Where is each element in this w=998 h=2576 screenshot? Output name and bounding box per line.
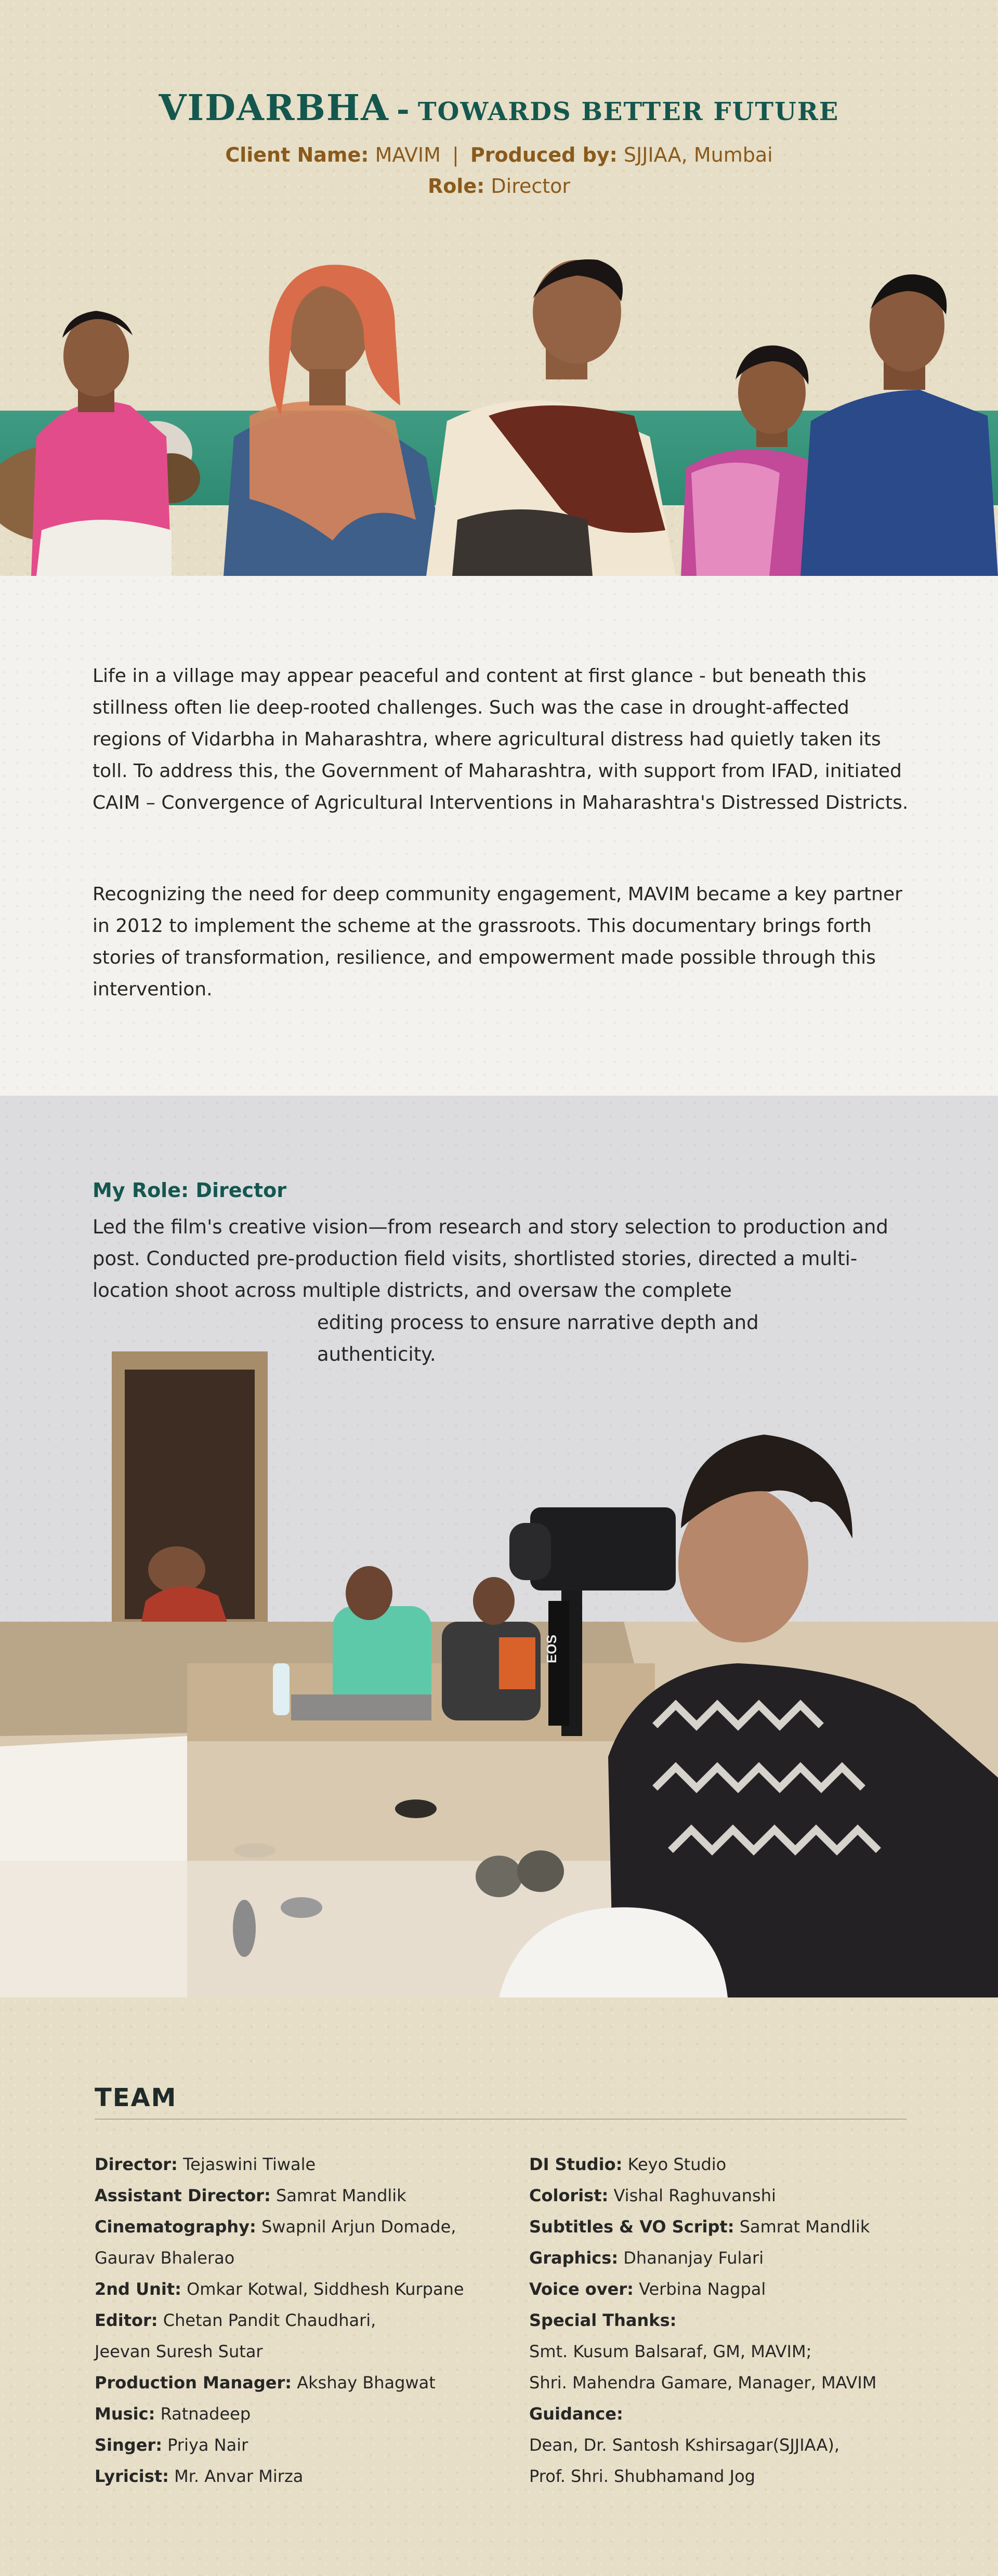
credit-label: DI Studio: — [529, 2154, 623, 2174]
credit-row — [529, 2305, 924, 2336]
credit-row — [529, 2180, 924, 2211]
credit-label: 2nd Unit: — [95, 2279, 181, 2299]
credits-line — [0, 143, 998, 166]
credit-row — [529, 2149, 924, 2180]
credit-value: Smt. Kusum Balsaraf, GM, MAVIM; — [529, 2342, 812, 2361]
credit-value: Shri. Mahendra Gamare, Manager, MAVIM — [529, 2373, 877, 2393]
credit-row — [95, 2461, 490, 2492]
credit-row — [529, 2273, 924, 2305]
team-divider — [95, 2119, 907, 2120]
produced-label: Produced by: — [470, 143, 618, 166]
film-shoot-photo — [0, 1331, 998, 1997]
produced-value: SJJIAA, Mumbai — [623, 143, 773, 166]
credit-label: Colorist: — [529, 2186, 609, 2205]
credit-row — [529, 2398, 924, 2429]
credit-value: Priya Nair — [167, 2435, 248, 2455]
team-heading: TEAM — [95, 2083, 177, 2112]
credit-label: Lyricist: — [95, 2466, 169, 2486]
credit-value: Samrat Mandlik — [739, 2217, 870, 2237]
credit-label: Assistant Director: — [95, 2186, 271, 2205]
credit-row — [529, 2211, 924, 2242]
intro-section — [0, 576, 998, 1096]
credit-value: Mr. Anvar Mirza — [174, 2466, 304, 2486]
woman-2 — [224, 265, 447, 576]
role-value: Director — [491, 175, 571, 198]
credit-label: Director: — [95, 2154, 178, 2174]
credit-value: Dean, Dr. Santosh Kshirsagar(SJJIAA), — [529, 2435, 839, 2455]
credit-value: Gaurav Bhalerao — [95, 2248, 235, 2268]
credit-row — [529, 2242, 924, 2273]
client-value: MAVIM — [375, 143, 441, 166]
credit-row — [95, 2242, 490, 2273]
credit-value: Keyo Studio — [627, 2154, 727, 2174]
title-subtitle: TOWARDS BETTER FUTURE — [417, 97, 839, 126]
credit-row — [95, 2336, 490, 2367]
credit-row — [529, 2461, 924, 2492]
man-1 — [800, 274, 998, 576]
credit-value: Swapnil Arjun Domade, — [261, 2217, 456, 2237]
credit-row — [95, 2305, 490, 2336]
role-label: Role: — [427, 175, 485, 198]
page-title — [0, 87, 998, 129]
credit-label: Subtitles & VO Script: — [529, 2217, 734, 2237]
intro-paragraph-2: Recognizing the need for deep community engagement, MAVIM became a key partner in 2012 to implement the scheme at the grassroots. This documentary brings forth stories of transformation, resilience, and empowerment made possible through this intervention. — [93, 884, 902, 1000]
credit-value: Tejaswini Tiwale — [183, 2154, 316, 2174]
doorway — [112, 1351, 268, 1627]
credit-row — [95, 2367, 490, 2398]
credit-label: Guidance: — [529, 2404, 623, 2424]
credit-row — [95, 2180, 490, 2211]
title-main: VIDARBHA — [159, 87, 389, 129]
title-separator: - — [396, 91, 411, 128]
credit-value: Verbina Nagpal — [639, 2279, 766, 2299]
credit-row — [95, 2211, 490, 2242]
credit-value: Dhananjay Fulari — [623, 2248, 764, 2268]
credit-label: Special Thanks: — [529, 2310, 677, 2330]
role-line — [0, 175, 998, 198]
group-portrait-photo — [0, 249, 998, 576]
credit-label: Singer: — [95, 2435, 162, 2455]
role-description-2: editing process to ensure narrative depth and authenticity. — [317, 1311, 759, 1365]
credit-row — [95, 2273, 490, 2305]
credit-value: Prof. Shri. Shubhamand Jog — [529, 2466, 755, 2486]
credit-value: Jeevan Suresh Sutar — [95, 2342, 263, 2361]
credit-row — [95, 2149, 490, 2180]
crew-member-group — [442, 1577, 541, 1720]
credit-row — [95, 2398, 490, 2429]
woman-1 — [31, 311, 172, 576]
credit-value: Samrat Mandlik — [276, 2186, 406, 2205]
credit-row — [529, 2429, 924, 2461]
credit-value: Chetan Pandit Chaudhari, — [163, 2310, 376, 2330]
credit-label: Music: — [95, 2404, 155, 2424]
credit-value: Vishal Raghuvanshi — [613, 2186, 776, 2205]
credit-row — [95, 2429, 490, 2461]
camera-brand-mark: EOS — [544, 1635, 559, 1663]
credit-row — [529, 2367, 924, 2398]
credit-label: Production Manager: — [95, 2373, 292, 2393]
role-description-1: Led the film's creative vision—from research and story selection to production and post. Conducted pre-production field visits, shortlisted stories, directed a multi-location shoot across multiple districts, and oversaw the complete — [93, 1216, 888, 1302]
team-credits-right — [529, 2149, 924, 2492]
credit-value: Omkar Kotwal, Siddhesh Kurpane — [187, 2279, 464, 2299]
credit-label: Voice over: — [529, 2279, 634, 2299]
woman-3 — [426, 259, 676, 576]
credits-divider: | — [452, 143, 459, 166]
credit-row — [529, 2336, 924, 2367]
credit-label: Editor: — [95, 2310, 158, 2330]
team-credits-left — [95, 2149, 490, 2492]
credit-value: Ratnadeep — [160, 2404, 251, 2424]
water-bottle — [273, 1663, 290, 1715]
credit-label: Cinematography: — [95, 2217, 256, 2237]
role-heading: My Role: Director — [93, 1179, 287, 1202]
credit-label: Graphics: — [529, 2248, 619, 2268]
client-label: Client Name: — [225, 143, 369, 166]
intro-paragraph-1: Life in a village may appear peaceful and content at first glance - but beneath this stillness often lie deep-rooted challenges. Such was the case in drought-affected regions of Vidarbha in Maharashtra, where agricultural distress had quietly taken its toll. To address this, the Government of Maharashtra, with support from IFAD, initiated CAIM – Convergence of Agricultural Interventions in Maharashtra's Distressed Districts. — [93, 665, 909, 813]
credit-value: Akshay Bhagwat — [297, 2373, 436, 2393]
